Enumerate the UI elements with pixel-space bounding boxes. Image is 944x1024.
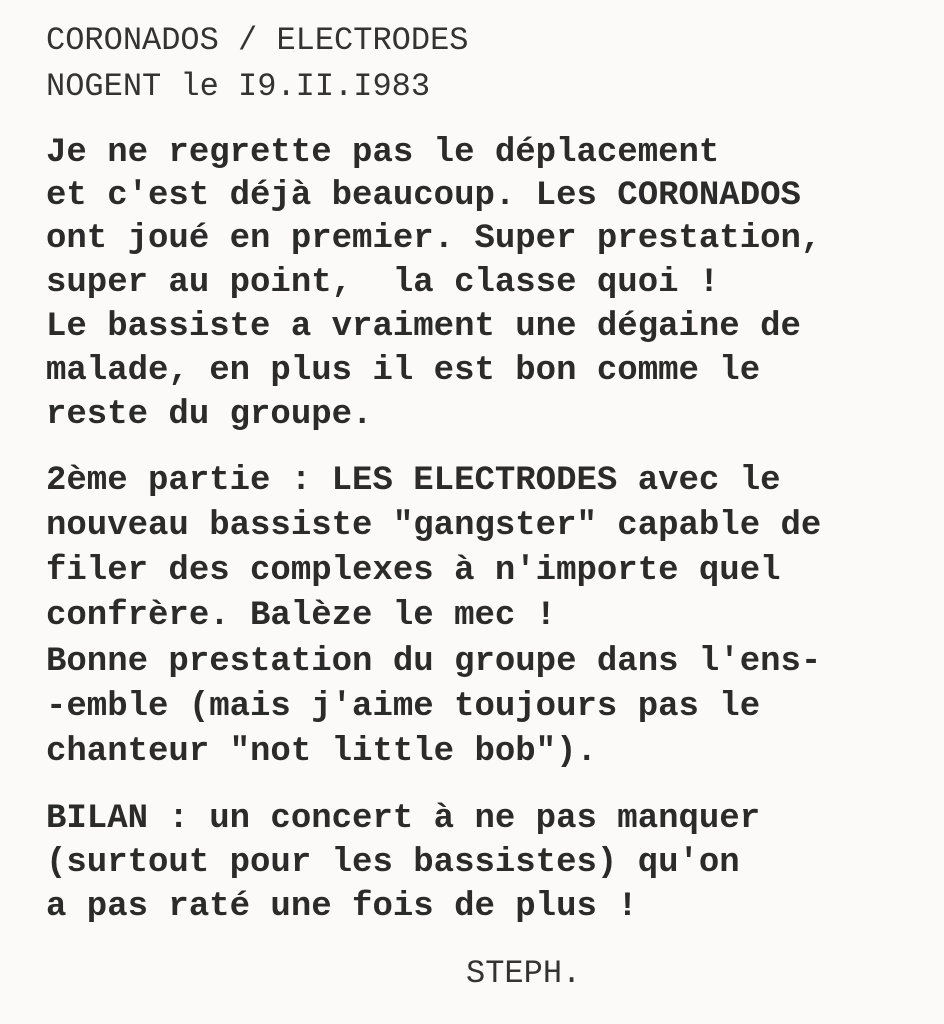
header-title: CORONADOS / ELECTRODES: [46, 22, 469, 59]
text-line: ont joué en premier. Super prestation,: [46, 220, 822, 258]
text-line: super au point, la classe quoi !: [46, 264, 720, 302]
text-line: et c'est déjà beaucoup. Les CORONADOS: [46, 177, 801, 215]
text-line: reste du groupe.: [46, 396, 373, 434]
text-line: confrère. Balèze le mec !: [46, 597, 557, 635]
text-line: -emble (mais j'aime toujours pas le: [46, 688, 761, 726]
text-line: filer des complexes à n'importe quel: [46, 552, 781, 590]
signature: STEPH.: [466, 955, 582, 992]
text-line: (surtout pour les bassistes) qu'on: [46, 844, 740, 882]
text-line: Bonne prestation du groupe dans l'ens-: [46, 643, 822, 681]
text-line: 2ème partie : LES ELECTRODES avec le: [46, 462, 781, 500]
header-date: NOGENT le I9.II.I983: [46, 68, 431, 105]
text-line: Le bassiste a vraiment une dégaine de: [46, 308, 801, 346]
text-line: malade, en plus il est bon comme le: [46, 352, 761, 390]
text-line: Je ne regrette pas le déplacement: [46, 134, 720, 172]
text-line: BILAN : un concert à ne pas manquer: [46, 800, 761, 838]
text-line: chanteur "not little bob").: [46, 733, 597, 771]
text-line: a pas raté une fois de plus !: [46, 888, 638, 926]
text-line: nouveau bassiste "gangster" capable de: [46, 507, 822, 545]
